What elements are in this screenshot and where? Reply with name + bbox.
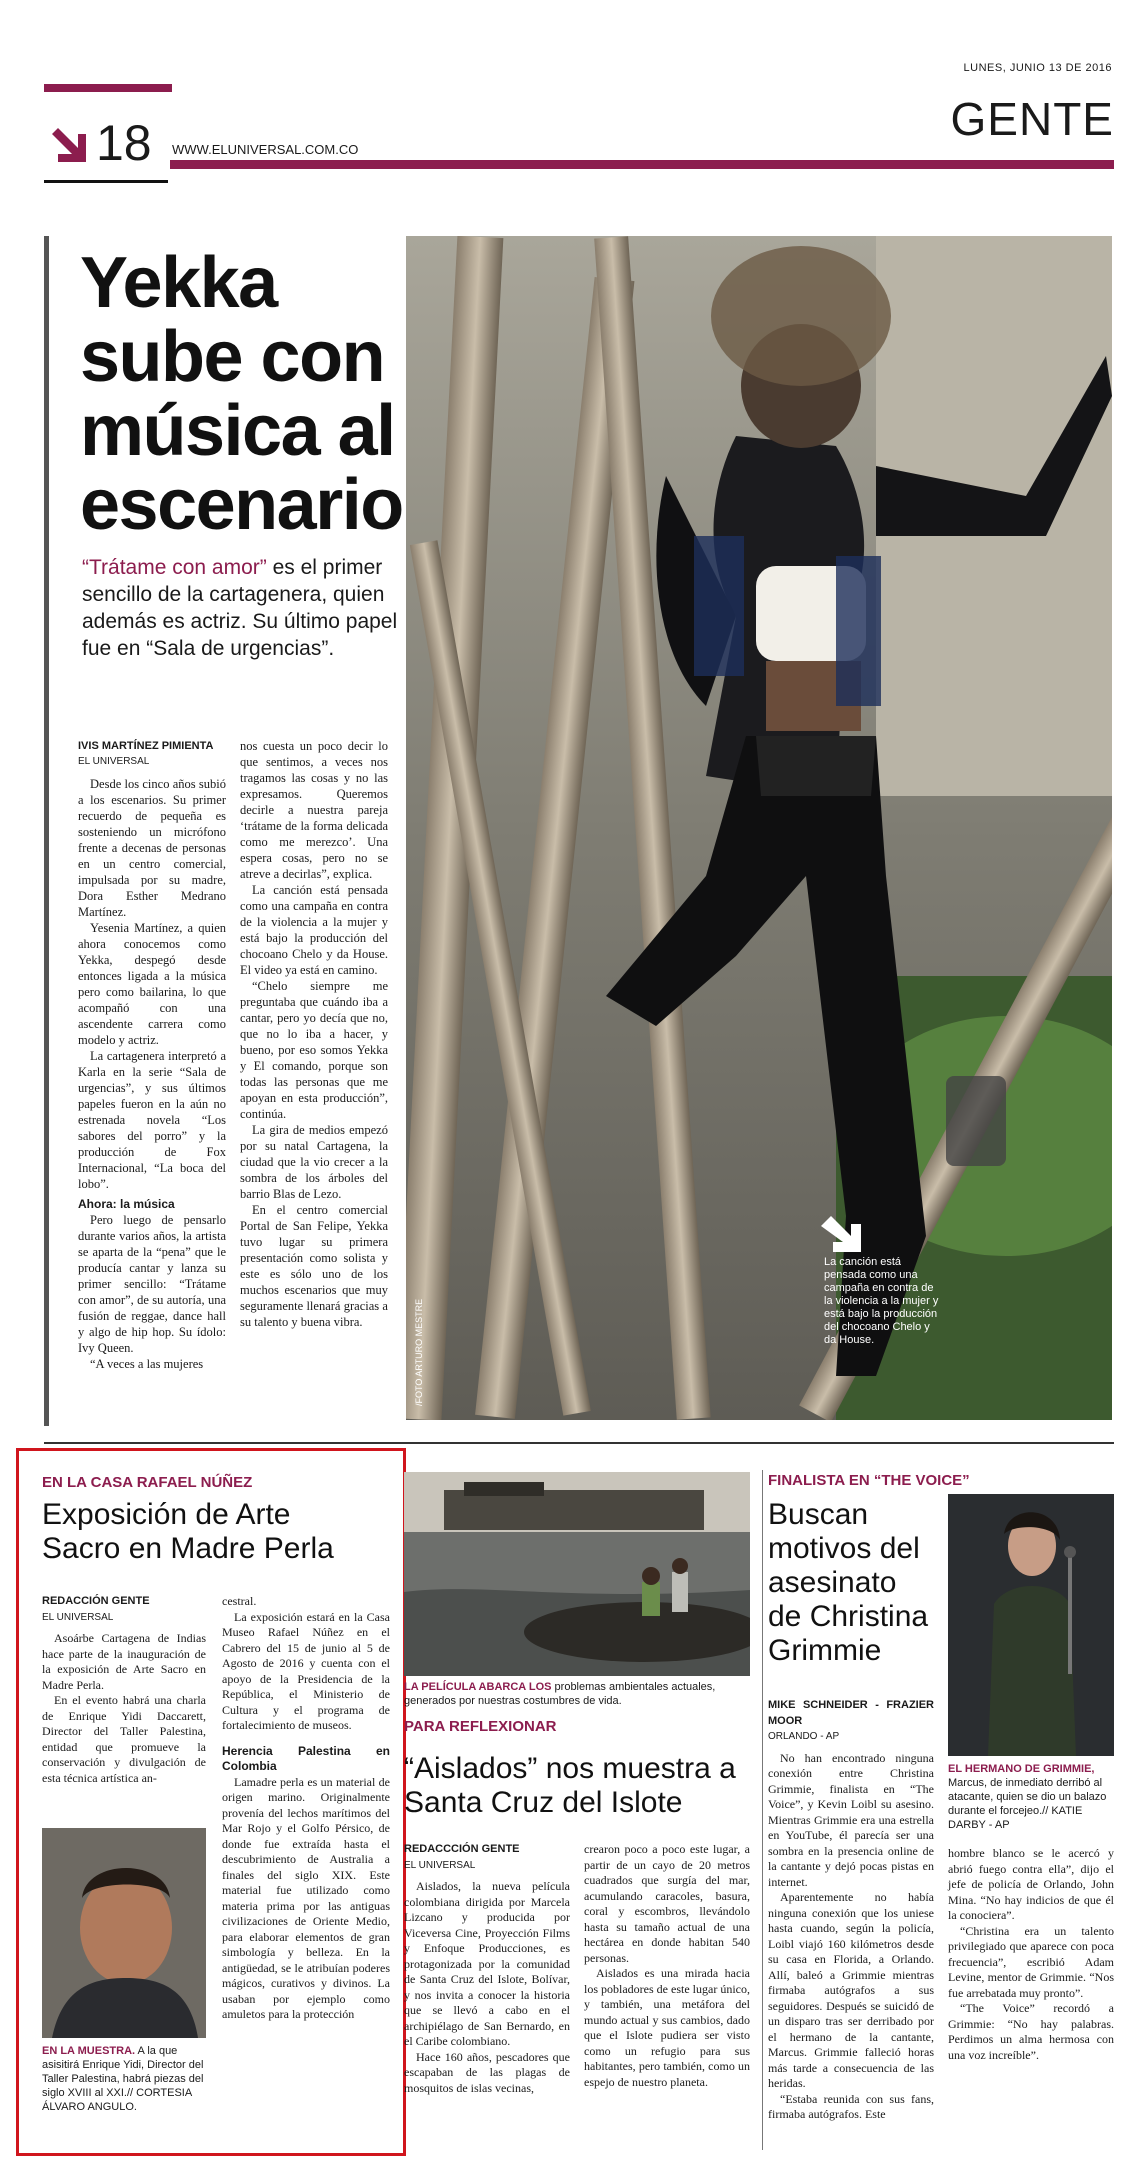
right-story-column-1 [768,1698,934,2123]
right-story-author: MIKE SCHNEIDER - FRAZIER MOOR [768,1699,934,1727]
paragraph: En el centro comercial Portal de San Felipe, Yekka tuvo lugar su primera presentación como solista y este es sólo uno de los muchos escenarios que muy seguramente llenará gracias a su talento y buena vibra. [240,1203,388,1329]
paragraph: Yesenia Martínez, a quien ahora conocemos como Yekka, despegó desde entonces ligada a la música pero como bailarina, lo que acompañó con una ascendente carrera como modelo y actriz. [78,921,226,1047]
section-title: GENTE [950,93,1114,145]
paragraph: Hace 160 años, pescadores que escapaban de las plagas de mosquitos de islas vecinas, [404,2049,570,2095]
paragraph: “A veces a las mujeres [90,1357,204,1371]
main-photo-illustration [406,236,1112,1420]
main-author: IVIS MARTÍNEZ PIMIENTA [78,740,214,752]
paragraph: La cartagenera interpretó a Karla en la serie “Sala de urgencias”, y sus últimos papeles fueron en la aún no estrenada novela “Los sabores del porro” y la producción de Fox Internacional, “La boca del lobo”. [78,1049,226,1191]
right-story-agency: ORLANDO - AP [768,1731,840,1742]
mid-story-kicker: PARA REFLEXIONAR [404,1718,557,1735]
left-story-author: REDACCIÓN GENTE [42,1595,150,1607]
paragraph: La gira de medios empezó por su natal Cartagena, la ciudad que la vio crecer a la sombra de los árboles del barrio Blas de Lezo. [240,1123,388,1201]
deck-highlight: “Trátame con amor” [82,556,267,579]
left-story-photo [42,1828,206,2038]
paragraph: Aislados, la nueva película colombiana dirigida por Marcela Lizcano y producida por Viceversa Cine, Proyección Films y Enfoque Producciones, es protagonizada por la comunidad de Santa Cruz del Islote, Bolívar, y nos invita a conocer la historia que se llevó a cabo en el archipiélago de San Bernardo, en el Caribe colombiano. [404,1879,570,2048]
right-story-caption [948,1762,1114,1832]
mid-story-photo [404,1472,750,1676]
caption-lead: EN LA MUESTRA. [42,2045,136,2057]
paragraph: No han encontrado ninguna conexión entre Christina Grimmie, finalista en “The Voice”, y Kevin Loibl su asesino. Mientras Grimmie era una estrella en YouTube, él parecía ser una sombra en la presencia online de la cantante y dejó pocas pistas en internet. [768,1750,934,1889]
arrow-down-right-icon [48,124,90,166]
caption-text: A la que asisitirá Enrique Yidi, Director del Taller Palestina, habrá piezas del siglo XVIII al XXI.// CORTESIA ÁLVARO ANGULO. [42,2045,204,2113]
main-column-2 [240,738,388,1330]
paragraph: Asoárbe Cartagena de Indias hace parte de la inauguración de la exposición de Arte Sacro en Madre Perla. [42,1631,206,1692]
paragraph: La exposición estará en la Casa Museo Rafael Núñez en el Cabrero del 15 de junio al 5 de Agosto de 2016 y cuenta con el apoyo de la Presidencia de la República, el Ministerio de Cultura y el programa de fortalecimiento de museos. [222,1609,390,1732]
main-column-1 [78,738,226,1372]
mid-story-headline: “Aislados” nos muestra a Santa Cruz del Islote [404,1752,736,1819]
main-subhead: Ahora: la música [78,1197,175,1211]
singer-illustration [948,1494,1114,1756]
paragraph: Lamadre perla es un material de origen marino. Originalmente provenía del lechos marítimos del Mar Rojo y el Golfo Pérsico, de donde fue extraída hasta el descubrimiento de Australia a finales del siglo XIX. Este material fue utilizado como materia prima por las antiguas civilizaciones de Oriente Medio, para elaborar elementos de gran simbología y belleza. En la antigüedad, se le atribuían poderes mágicos, curativos y divinos. La usaban por ejemplo como amuletos para la protección [222,1774,390,2021]
mid-story-author: REDACCCIÓN GENTE [404,1843,520,1855]
deck-text: es el primer sencillo de la cartagenera, quien además es actriz. Su último papel fue en “Sala de urgencias”. [82,556,398,660]
mid-story-column-2 [584,1842,750,2090]
paragraph: Desde los cinco años subió a los escenarios. Su primer recuerdo de pequeña es sosteniendo un micrófono frente a decenas de personas en un centro comercial, impulsada por su madre, Dora Esther Medrano Martínez. [78,777,226,919]
masthead-rule [170,160,1114,169]
mid-photo-caption [404,1680,750,1708]
island-illustration [404,1472,750,1676]
right-story-column-2 [948,1846,1114,2063]
story-side-bar [44,236,49,1426]
column-separator [762,1470,763,2150]
paragraph: En el evento habrá una charla de Enrique Yidi Daccarett, Director del Taller Palestina, entidad que promueve la conservación y divulgación de esta técnica artística an- [42,1693,206,1785]
portrait-illustration [42,1828,206,2038]
paragraph: La canción está pensada como una campaña en contra de la violencia a la mujer y está bajo la producción del chocoano Chelo y da House. El video ya está en camino. [240,883,388,977]
paragraph: Aparentemente no había ninguna conexión que los uniese hasta cuando, según la policía, Loibl viajó 160 kilómetros desde su casa en Florida, a Orlando. Allí, baleó a Grimmie mientras firmaba autógrafos a sus seguidores. Después se suicidó de un disparo tras ser derribado por el hermano de la cantante, Marcus. Grimmie falleció horas más tarde a consecuencia de las heridas. [768,1890,934,2090]
photo-caption: La canción está pensada como una campaña en contra de la violencia a la mujer y está bajo la producción del chocoano Chelo y da House. [824,1256,939,1346]
paragraph: hombre blanco se le acercó y abrió fuego contra ella”, dijo el jefe de policía de Orlando, John Mina. “No hay indicios de que él la conociera”. [948,1846,1114,1922]
caption-lead: EL HERMANO DE GRIMMIE, [948,1763,1095,1775]
main-headline: Yekka sube con música al escenario [80,243,403,545]
right-story-kicker: FINALISTA EN “THE VOICE” [768,1472,970,1489]
page-number: 18 [96,115,152,171]
left-story-kicker: EN LA CASA RAFAEL NÚÑEZ [42,1474,253,1491]
section-divider [44,1442,1114,1444]
left-story-agency: EL UNIVERSAL [42,1611,114,1623]
caption-text: Marcus, de inmediato derribó al atacante, quien se dio un balazo durante el forcejeo.// KATIE DARBY - AP [948,1777,1107,1831]
paragraph: crearon poco a poco este lugar, a partir de un cayo de 20 metros cuadrados que surgía del mar, acumulando caracoles, basura, coral y escombros, llevándolo hasta su tamaño actual de una hectárea en donde habitan 540 personas. [584,1842,750,1965]
right-story-photo [948,1494,1114,1756]
site-url[interactable]: WWW.ELUNIVERSAL.COM.CO [172,142,359,157]
paragraph: “The Voice” recordó a Grimmie: “No hay palabras. Perdimos un alma hermosa con una voz increíble”. [948,2001,1114,2062]
right-story-headline: Buscan motivos del asesinato de Christina Grimmie [768,1498,929,1667]
paragraph: cestral. [222,1594,257,1608]
left-story-caption [42,2044,208,2114]
paragraph: Aislados es una mirada hacia los pobladores de este lugar único, y también, una metáfora del mundo actual y sus cambios, dado que el Islote pudiera ser visto como un refugio para sus habitantes, pero también, como un espejo de nuestro planeta. [584,1966,750,2089]
issue-date: LUNES, JUNIO 13 DE 2016 [963,62,1112,74]
paragraph: Pero luego de pensarlo durante varios años, la artista se aparta de la “pena” que le producía cantar y lanza su primer sencillo: “Trátame con amor”, de su autoría, una fusión de reggae, dance hall y algo de hip hop. Su ídolo: Ivy Queen. [78,1213,226,1355]
mid-story-column-1 [404,1842,570,2096]
main-deck [82,554,412,662]
paragraph: “Estaba reunida con sus fans, firmaba autógrafos. Este [768,2091,934,2121]
main-agency: EL UNIVERSAL [78,756,150,767]
paragraph: “Christina era un talento privilegiado que aparece con poca frecuencia”, escribió Adam Levine, mentor de Grimmie. “Nos fue arrebatada muy pronto”. [948,1923,1114,2000]
paragraph: “Chelo siempre me preguntaba que cuándo iba a cantar, pero yo decía que no, que no lo iba a hacer, y bueno, por eso somos Yekka y El comando, porque son todas las personas que me apoyan en esta producción”, continúa. [240,979,388,1121]
caption-lead: LA PELÍCULA ABARCA LOS [404,1681,552,1693]
left-story-column-2 [222,1594,390,2023]
mid-story-agency: EL UNIVERSAL [404,1859,476,1871]
paragraph: nos cuesta un poco decir lo que sentimos, a veces nos tragamos las cosas y no las expresamos. Queremos decirle a nuestra pareja ‘trátame de la forma delicada como me merezco’. Una espera cosas, pero no se atreve a decirlas”, explica. [240,739,388,881]
main-photo [406,236,1112,1420]
caption-text: problemas ambientales actuales, generados por nuestras costumbres de vida. [404,1681,716,1707]
photo-credit: /FOTO ARTURO MESTRE [414,1298,424,1406]
left-story-column-1 [42,1594,206,1786]
left-story-subhead: Herencia Palestina en Colombia [222,1743,390,1773]
left-story-headline: Exposición de Arte Sacro en Madre Perla [42,1498,334,1565]
masthead-top-rule [44,84,172,92]
